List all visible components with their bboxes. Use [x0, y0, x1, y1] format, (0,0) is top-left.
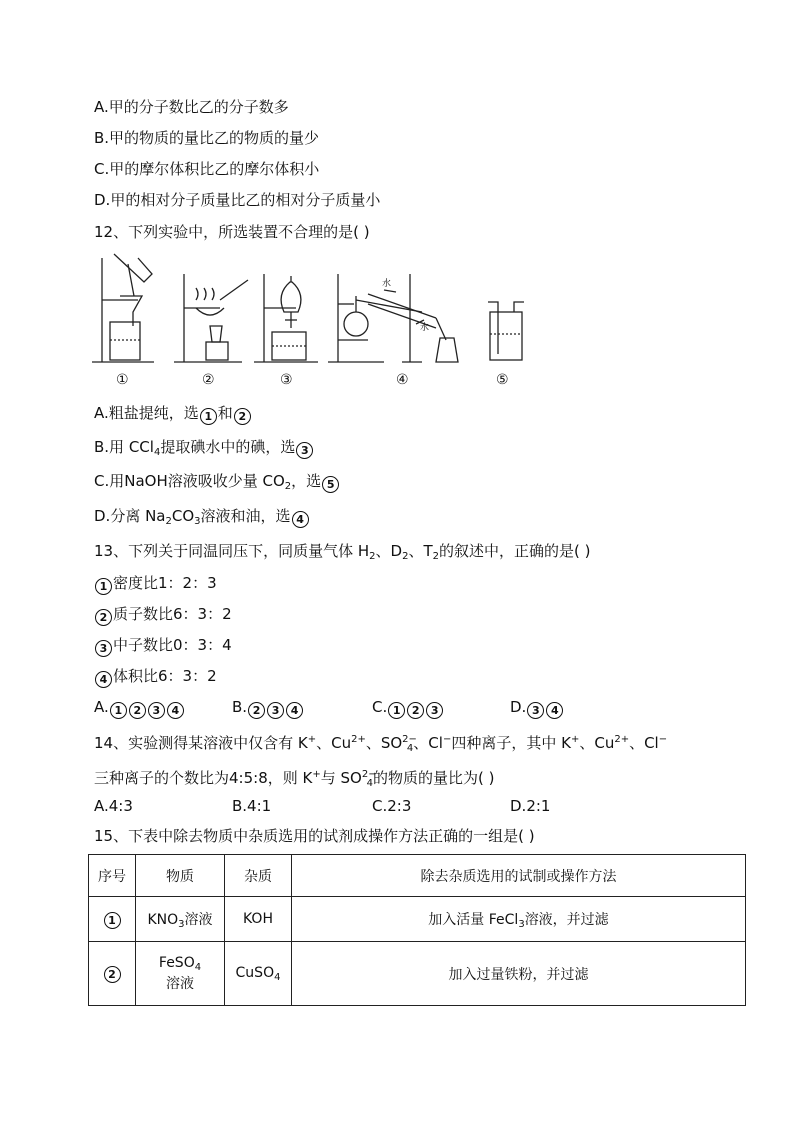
table-header: 物质	[136, 855, 225, 897]
circled-number: 2	[95, 609, 112, 626]
q11-option-c: C.甲的摩尔体积比乙的摩尔体积小	[94, 160, 320, 178]
q13-item-2: 2 质子数比6：3：2	[94, 604, 232, 626]
q14-option-a: A.4:3	[94, 797, 133, 815]
apparatus-label-2: ②	[202, 372, 215, 388]
circled-number: 3	[95, 640, 112, 657]
apparatus-figure	[92, 252, 532, 370]
table-header: 杂质	[225, 855, 292, 897]
q11-option-a: A.甲的分子数比乙的分子数多	[94, 98, 289, 116]
table-row: 2 FeSO$_4$ 溶液 CuSO$_4$ 加入过量铁粉，并过滤	[89, 942, 746, 1006]
q13-option-a: A. 1 2 3 4	[94, 697, 185, 719]
circled-number: 1	[200, 408, 217, 425]
q12-stem: 12、下列实验中，所选装置不合理的是( )	[94, 223, 370, 241]
apparatus-label-5: ⑤	[496, 372, 509, 388]
q15-stem: 15、下表中除去物质中杂质选用的试剂成操作方法正确的一组是( )	[94, 827, 535, 845]
q12-option-b: B.用 CCl$_4$提取碘水中的碘，选 3	[94, 437, 314, 463]
q13-item-1: 1 密度比1：2：3	[94, 573, 217, 595]
apparatus-label-4: ④	[396, 372, 409, 388]
table-header: 除去杂质选用的试制或操作方法	[292, 855, 746, 897]
q12-option-d: D.分离 $Na_2CO_3$溶液和油，选 4	[94, 506, 310, 532]
svg-text:水: 水	[382, 279, 392, 289]
impurity-table	[88, 854, 746, 1006]
q12-option-c: C.用NaOH溶液吸收少量 $CO_2$，选 5	[94, 471, 340, 497]
circled-number: 4	[95, 671, 112, 688]
q13-stem: 13、下列关于同温同压下，同质量气体 $H_2$、$D_2$、$T_2$的叙述中，正确的是( )	[94, 542, 591, 562]
circled-number: 1	[104, 912, 121, 929]
circled-number: 3	[296, 442, 313, 459]
q13-option-d: D. 3 4	[510, 697, 564, 719]
q12-option-a: A.粗盐提纯，选 1 和 2	[94, 403, 252, 425]
q14-option-d: D.2:1	[510, 797, 551, 815]
table-header: 序号	[89, 855, 136, 897]
q14-option-b: B.4:1	[232, 797, 272, 815]
q14-option-c: C.2:3	[372, 797, 412, 815]
q11-option-b: B.甲的物质的量比乙的物质的量少	[94, 129, 320, 147]
apparatus-label-1: ①	[116, 372, 129, 388]
q13-item-3: 3 中子数比0：3：4	[94, 635, 232, 657]
circled-number: 4	[292, 511, 309, 528]
circled-number: 1	[95, 578, 112, 595]
apparatus-label-3: ③	[280, 372, 293, 388]
q14-stem-line1: 14、实验测得某溶液中仅含有 K+、$Cu^{2+}$、$SO^{2-}_4$、Cl−四种离子，其中 K+、$Cu^{2+}$、Cl−	[94, 734, 668, 754]
q11-option-d: D.甲的相对分子质量比乙的相对分子质量小	[94, 191, 381, 209]
circled-number: 2	[234, 408, 251, 425]
svg-text:水: 水	[420, 323, 430, 333]
table-row: 1 $KNO_3$溶液 KOH 加入活量 FeCl$_3$溶液，并过滤	[89, 897, 746, 942]
circled-number: 5	[322, 476, 339, 493]
q13-option-c: C. 1 2 3	[372, 697, 444, 719]
q13-option-b: B. 2 3 4	[232, 697, 304, 719]
circled-number: 2	[104, 966, 121, 983]
q14-stem-line2: 三种离子的个数比为4:5:8，则 K+与 $SO^{2-}_4$的物质的量比为( )	[94, 769, 495, 789]
q13-item-4: 4 体积比6：3：2	[94, 666, 217, 688]
